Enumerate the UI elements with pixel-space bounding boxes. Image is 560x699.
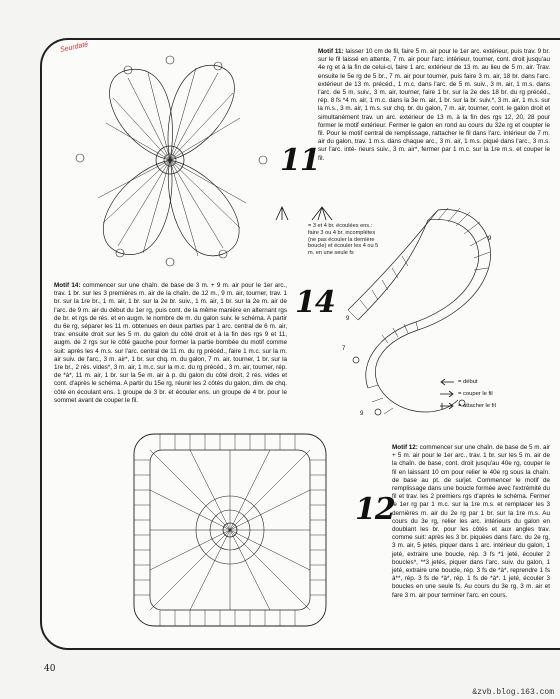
start-arrow-icon	[440, 379, 454, 385]
motif-14-text	[54, 282, 287, 405]
motif-11-title: Motif 11:	[318, 48, 344, 55]
motif-11-text	[318, 48, 550, 163]
legend-attach: = attacher le fil	[458, 402, 496, 409]
corner-handwritten-note: Seurdaté	[59, 41, 89, 54]
cluster-3-symbol-icon	[272, 205, 302, 221]
symbol-legend-note: = 3 et 4 br. écoulées ens.: faire 3 ou 4 br. incomplètes (ne pas écouler la dernière boucle) et écouler les 4 ou 5 m. en une seule fs	[308, 223, 379, 257]
motif-14-number: 14	[295, 285, 335, 320]
motif-12-number: 12	[355, 492, 395, 527]
motif-12-diagram	[120, 420, 340, 640]
cluster-4-symbol-icon	[310, 205, 340, 221]
svg-text:9: 9	[488, 236, 492, 242]
motif-11-diagram	[58, 48, 283, 273]
page-number: 40	[44, 664, 56, 674]
legend-cut: = couper le fil	[458, 390, 493, 397]
svg-text:9: 9	[360, 411, 364, 417]
cut-thread-arrow-icon	[440, 391, 454, 397]
motif-11-number: 11	[280, 143, 320, 178]
attach-thread-arrow-icon	[440, 403, 454, 409]
watermark: &zvb.blog.163.com	[472, 688, 554, 697]
motif-12-title: Motif 12:	[392, 444, 418, 451]
legend-start: = début	[458, 378, 478, 385]
motif-14-title: Motif 14:	[54, 282, 81, 289]
motif-12-body: commencer sur une chaîn. de base de 5 m. air + 5 m. air pour le 1er arc., trav. 1 br. sur les 5 m. air de la chaîn. de base, cont. droit jusqu'au 40e rg, couper le fil en laissant 10 cm pour relier le 40e rg sous la chaîn. de base au pt. de surjet. Commencer le motif de remplissage dans une boucle formée avec l'extrémité du fil et trav. les 2 premiers rgs d'après le schéma. Fermer le 1er rg par 1 m.c. sur la 1re m.s. et remplacer les 3 dernières m. air du 2e rg par 1 br. sur la 1re m.s. Au cours du 3e rg, relier les arc. intérieurs du galon en doublant les br. pour les côtés et aux angles trav. comme suit: après les 3 br. piquées dans l'arc. du 2e rg, 3 m. air, 5 jetés, piquer dans 1 arc. intérieur du galon, 1 jeté, extraire une boucle, rép. 3 fs *1 jeté, écouler 2 boucles*, **3 jetés, piquer dans l'arc. suiv. du galon, 1 jeté, extraire une boucle, rép. 3 fs de *à*, reprendre 1 fs à**, rép. 3 fs de *à*, rép. 1 fs de *à*. 1 jeté, écouler 3 boucles en une seule fs. Au cours du 3e rg, 3 m. air et fare 3 m. air pour terminer l'arc. en cours.	[392, 444, 551, 599]
svg-text:7: 7	[342, 346, 346, 352]
motif-11-body: laisser 10 cm de fil, faire 5 m. air pour le 1er arc. extérieur, puis trav. 9 br. sur le fil laissé en attente, 7 m. air pour l'arc. intérieur, tourner, cont. droit jusqu'au 4e rg et à la fin de celui-ci, faire 1 arc. extérieur de 13 m. au lieu de 5 m. air. Trav. ensuite le 5e rg de 5 br., 7 m. air pour tourner, puis faire 3 m. air, 18 br. dans l'arc. extérieur de 13 m. précéd., 1 m.c. dans l'arc. de 5 m. suiv., 3 m. air, 1 m.s. dans l'arc. de 5 m. suiv., 3 m. air, tourner, faire 1 br. sur la 2e des 18 br. du rg précéd., rép. 8 fs *4 m. air, 1 m.c. dans la 3e m. air, 1 br. sur la br. suiv.*, 3 m. air, 1 m.s. sur la m.s., 3 m. air, 1 m.s. sur chq. br. du galon, 7 m. air, tourner, cont. le galon droit et simultanément trav. un arc. extérieur de 13 m. à la fin des rgs 12, 20, 28 pour former le motif extérieur. Fermer le galon en rond au cours du 32e rg et coupter le fil. Pour le motif central de remplissage, rattacher le fil dans l'arc. intérieur de 7 m. air du galon, trav. 1 m.s. dans chaque arc., 3 m. air, 1 m.s. piqué dans l'arc., 3 m.s. sur l'arc. inté- rieurs suiv., 3 m. air*, fermer par 1 m.c. sur la 1re m.s. et couper le fil.	[318, 48, 550, 162]
motif-12-text	[392, 444, 550, 600]
motif-14-body: commencer sur une chaîn. de base de 3 m. + 9 m. air pour le 1er arc., trav. 1 br. sur les 3 premières m. air de la chaîn. de 12 m., 9 m. air, tourner, trav. 1 br. sur la 1re br., 1 m. air, 1 br. sur la 2e br. suiv., 1 m. air, 1 br. sur la 2e m. air de l'arc. de 9 m. air du début du 1er rg, puis cont. de la même manière en alternant rgs de br. et rgs de rés. et en augm. le nombre de m. du galon suiv. le schéma. A partir du 6e rg, séparer les 11 m. obtenues en deux parties par 1 arc. central de 6 m. air, trav. ensuite droit sur les 5 m. du galon du côté droit et à la fin des rgs 9 et 11, augm. de 2 rgs sur le côté gauche pour former la partie bombée du motif comme suit: après les 4 m.s. sur l'arc. central de 11 m. du rg précéd., faire 1 m.c. sur la m. air suiv. de l'arc., 3 m. air*, 1 br. sur chq. m. du galon, 7 m. air, tourner, 1 br. sur la 1re br., 2 rés. vides*, 3 m. air, 1 m.c. sur la m.c. du rg précéd., 3 m. air, tourner, rép. de *à*, 11 m. air, 1 br. sur la 5e m. air à p. du galon du côté droit, 2 rés. vides et cont. d'après le schéma. A partir du 15e rg, réunir les 2 côtés du galon, dim. de chq. côté en écoulant ens. 1 groupe de 3 br. et écouler ens. un groupe de 4 br. pour le sommet avant de couper le fil.	[54, 282, 288, 404]
direction-legend	[440, 376, 496, 412]
svg-text:9: 9	[346, 316, 350, 322]
